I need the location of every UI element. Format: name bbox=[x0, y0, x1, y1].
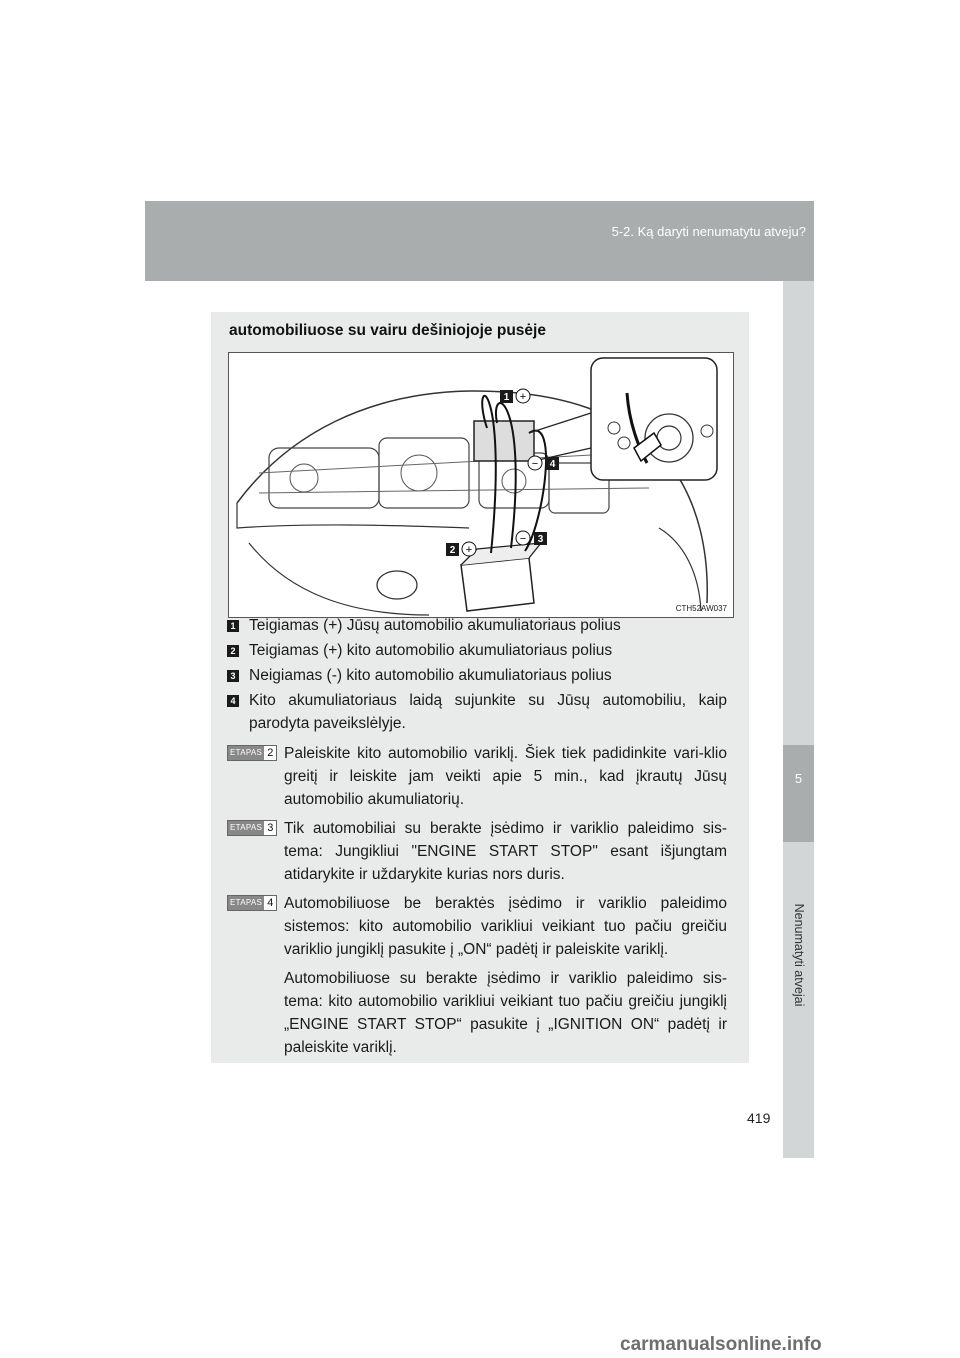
step-text: Automobiliuose su berakte įsėdimo ir variklio paleidimo sis-tema: kito automobilio varikliui veikiant tuo pačiu greičiu jungiklį „ENGINE START STOP“ pasukite į „IGNITION ON“ padėtį ir paleiskite variklį. bbox=[284, 970, 727, 1056]
callout-1-number: 1 bbox=[503, 392, 510, 403]
legend-text: Kito akumuliatoriaus laidą sujunkite su Jūsų automobiliu, kaip parodyta paveikslėlyje. bbox=[249, 692, 727, 732]
figure-code: CTH52AW037 bbox=[675, 604, 727, 613]
side-tab-bottom bbox=[783, 842, 814, 1158]
callout-3-sign: − bbox=[519, 533, 527, 545]
page-number: 419 bbox=[747, 1110, 771, 1126]
step-badge bbox=[227, 895, 277, 911]
step-number: 3 bbox=[267, 822, 274, 834]
callout-4-number: 4 bbox=[549, 459, 556, 470]
step-text: Paleiskite kito automobilio variklį. Šiek tiek padidinkite vari-klio greitį ir leiskite jam veikti apie 5 min., kad įkrautų Jūsų automobilio akumuliatorių. bbox=[284, 745, 727, 808]
callout-1-sign: + bbox=[519, 391, 527, 403]
side-tab-chapter bbox=[783, 745, 814, 842]
callout-2-number: 2 bbox=[449, 545, 456, 556]
step-label: ETAPAS bbox=[228, 746, 264, 760]
step-2 bbox=[227, 742, 727, 811]
step-3 bbox=[227, 817, 727, 886]
legend-number: 1 bbox=[227, 620, 239, 632]
legend-number: 3 bbox=[227, 670, 239, 682]
legend-text: Teigiamas (+) Jūsų automobilio akumuliatoriaus polius bbox=[249, 617, 621, 634]
legend-number: 4 bbox=[227, 695, 239, 707]
legend-number: 2 bbox=[227, 645, 239, 657]
side-tab-top bbox=[783, 281, 814, 745]
chapter-label: Nenumatyti atvejai bbox=[791, 903, 806, 1007]
legend-text: Teigiamas (+) kito automobilio akumuliatoriaus polius bbox=[249, 642, 613, 659]
section-header-band bbox=[145, 201, 814, 281]
step-badge bbox=[227, 820, 277, 836]
step-4 bbox=[227, 892, 727, 1059]
step-text: Automobiliuose be beraktės įsėdimo ir variklio paleidimo sistemos: kito automobilio varikliui veikiant tuo pačiu greičiu variklio jungiklį pasukite į „ON“ padėtį ir paleiskite variklį. bbox=[284, 895, 727, 958]
legend-item bbox=[227, 689, 727, 735]
step-label: ETAPAS bbox=[228, 896, 264, 910]
step-number: 4 bbox=[267, 897, 274, 909]
legend-list bbox=[227, 614, 727, 737]
steps-list bbox=[227, 742, 727, 1065]
legend-text: Neigiamas (-) kito automobilio akumuliatoriaus polius bbox=[249, 667, 612, 684]
legend-item bbox=[227, 614, 727, 637]
section-title: 5-2. Ką daryti nenumatytu atveju? bbox=[611, 224, 806, 239]
step-text: Tik automobiliai su berakte įsėdimo ir variklio paleidimo sis-tema: Jungikliui "ENGINE START STOP" esant išjungtam atidarykite ir uždarykite kurias nors duris. bbox=[284, 820, 727, 883]
step-badge bbox=[227, 745, 277, 761]
watermark: carmanualsonline.info bbox=[620, 1334, 822, 1355]
legend-item bbox=[227, 639, 727, 662]
callout-3-number: 3 bbox=[537, 534, 544, 545]
chapter-number: 5 bbox=[794, 771, 803, 786]
step-label: ETAPAS bbox=[228, 821, 264, 835]
callout-4-sign: − bbox=[531, 458, 539, 470]
box-heading: automobiliuose su vairu dešiniojoje pusėje bbox=[229, 322, 546, 339]
step-number: 2 bbox=[267, 747, 274, 759]
jump-start-illustration bbox=[228, 352, 734, 618]
legend-item bbox=[227, 664, 727, 687]
engine-bay-drawing bbox=[229, 353, 733, 617]
content-box bbox=[211, 312, 749, 1063]
callout-2-sign: + bbox=[465, 544, 473, 556]
